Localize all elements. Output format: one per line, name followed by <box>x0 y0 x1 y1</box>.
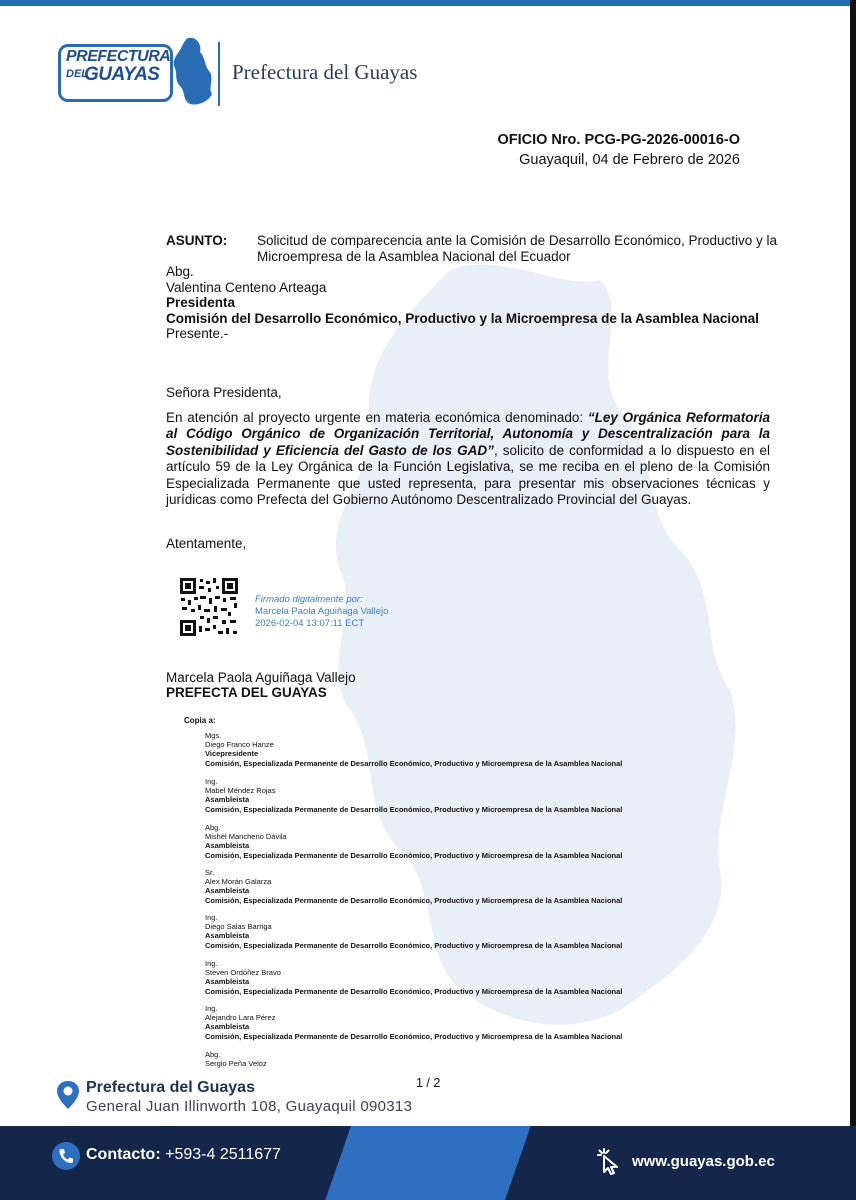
document-date: Guayaquil, 04 de Febrero de 2026 <box>519 152 740 168</box>
body-intro: En atención al proyecto urgente en materia económica denominado: <box>166 410 588 425</box>
copy-role: Asambleista <box>205 841 250 851</box>
copy-recipient <box>205 913 622 950</box>
copy-org: Comisión, Especializada Permanente de Desarrollo Económico, Productivo y Microempresa de la Asamblea Nacional <box>205 895 623 905</box>
addressee-title: Abg. <box>166 264 194 279</box>
signer-name: Marcela Paola Aguiñaga Vallejo <box>166 670 356 685</box>
prefectura-logo <box>58 36 218 108</box>
copy-role: Asambleista <box>205 795 250 805</box>
body-rest: , solicito de conformidad a lo dispuesto en el artículo 59 de la Ley Orgánica de la Función Legislativa, se me reciba en el pleno de la Comisión Especializada Permanente que usted representa, para presentar mis observaciones técnicas y jurídicas como Prefecta del Gobierno Autónomo Descentralizado Provincial del Guayas. <box>166 442 771 508</box>
copy-org: Comisión, Especializada Permanente de Desarrollo Económico, Productivo y Microempresa de la Asamblea Nacional <box>205 804 623 814</box>
copy-recipient <box>205 777 622 814</box>
copy-org: Comisión, Especializada Permanente de Desarrollo Económico, Productivo y Microempresa de la Asamblea Nacional <box>205 850 623 860</box>
copy-title: Ing. <box>205 913 218 922</box>
signature-signer: Marcela Paola Aguiñaga Vallejo <box>255 606 389 617</box>
location-pin-icon <box>56 1080 80 1110</box>
phone-icon <box>52 1142 80 1170</box>
addressee-org: Comisión del Desarrollo Económico, Productivo y la Microempresa de la Asamblea Nacional <box>166 311 759 326</box>
addressee-role: Presidenta <box>166 295 236 310</box>
copy-name: Steven Ordóñez Bravo <box>205 968 281 978</box>
copy-name: Diego Salas Barriga <box>205 922 272 932</box>
copy-role: Asambleista <box>205 1022 250 1032</box>
page-edge <box>850 0 856 1200</box>
copy-role: Asambleista <box>205 931 250 941</box>
footer-website[interactable]: www.guayas.gob.ec <box>632 1153 775 1170</box>
logo-text-prefectura: PREFECTURA <box>66 48 171 65</box>
copy-recipient <box>205 1004 622 1041</box>
page-number: 1 / 2 <box>416 1076 441 1090</box>
logo-text-guayas: GUAYAS <box>84 64 160 85</box>
signature-label: Firmado digitalmente por: <box>255 594 363 605</box>
copy-recipient <box>205 823 622 860</box>
copy-title: Abg. <box>205 823 221 832</box>
signer-title: PREFECTA DEL GUAYAS <box>166 685 327 700</box>
top-accent-bar <box>0 0 856 6</box>
qr-code-icon <box>178 576 240 638</box>
copy-name: Alejandro Lara Pérez <box>205 1013 276 1023</box>
signature-timestamp: 2026-02-04 13:07:11 ECT <box>255 618 365 629</box>
footer-org-name: Prefectura del Guayas <box>86 1079 255 1096</box>
presente-line: Presente.- <box>166 326 229 341</box>
addressee-name: Valentina Centeno Arteaga <box>166 280 327 295</box>
copy-title: Ing. <box>205 959 218 968</box>
copy-role: Asambleista <box>205 886 250 896</box>
copy-org: Comisión, Especializada Permanente de Desarrollo Económico, Productivo y Microempresa de la Asamblea Nacional <box>205 940 623 950</box>
asunto-text <box>257 233 777 265</box>
guayas-map-icon <box>168 36 218 108</box>
cursor-click-icon <box>596 1146 626 1176</box>
logo-text-del: DEL <box>66 68 88 80</box>
copy-title: Sr. <box>205 868 215 877</box>
asunto-line-2: Microempresa de la Asamblea Nacional del Ecuador <box>257 249 571 264</box>
body-law-title: “Ley Orgánica Reformatoria al Código Orgánico de Organización Territorial, Autonomía y Descentralización para la Sostenibilidad y Eficiencia del Gasto de los GAD” <box>166 410 770 458</box>
copy-title: Ing. <box>205 777 218 786</box>
asunto-label: ASUNTO: <box>166 233 228 248</box>
contact-phone: +593-4 2511677 <box>165 1146 281 1163</box>
closing: Atentamente, <box>166 536 247 551</box>
copy-name: Sergio Peña Veloz <box>205 1059 267 1069</box>
copy-name: Diego Franco Hanze <box>205 740 274 750</box>
body-paragraph <box>166 410 770 508</box>
copy-name: Alex Morán Galarza <box>205 877 272 887</box>
copy-org: Comisión, Especializada Permanente de Desarrollo Económico, Productivo y Microempresa de la Asamblea Nacional <box>205 1031 623 1041</box>
copy-recipient <box>205 731 622 768</box>
copy-name: Mabel Méndez Rojas <box>205 786 276 796</box>
asunto-line-1: Solicitud de comparecencia ante la Comisión de Desarrollo Económico, Productivo y la <box>257 233 778 248</box>
copy-title: Abg. <box>205 1050 221 1059</box>
oficio-number: OFICIO Nro. PCG-PG-2026-00016-O <box>497 132 740 148</box>
copy-role: Asambleista <box>205 977 250 987</box>
header-divider <box>218 42 220 106</box>
footer-contact <box>86 1146 281 1164</box>
copy-name: Mishel Mancheno Dávila <box>205 832 287 842</box>
digital-signature-info <box>255 594 388 630</box>
brand-name: Prefectura del Guayas <box>232 60 418 84</box>
copy-title: Ing. <box>205 1004 218 1013</box>
copy-label: Copia a: <box>184 716 216 725</box>
copy-role: Vicepresidente <box>205 749 259 759</box>
copy-recipient <box>205 868 622 905</box>
salutation: Señora Presidenta, <box>166 385 282 400</box>
contact-label: Contacto: <box>86 1146 161 1163</box>
copy-org: Comisión, Especializada Permanente de Desarrollo Económico, Productivo y Microempresa de la Asamblea Nacional <box>205 986 623 996</box>
copy-org: Comisión, Especializada Permanente de Desarrollo Económico, Productivo y Microempresa de la Asamblea Nacional <box>205 758 623 768</box>
copy-title: Mgs. <box>205 731 222 740</box>
copy-recipient <box>205 1050 267 1068</box>
copy-recipient <box>205 959 622 996</box>
footer-address: General Juan Illinworth 108, Guayaquil 090313 <box>86 1098 413 1115</box>
